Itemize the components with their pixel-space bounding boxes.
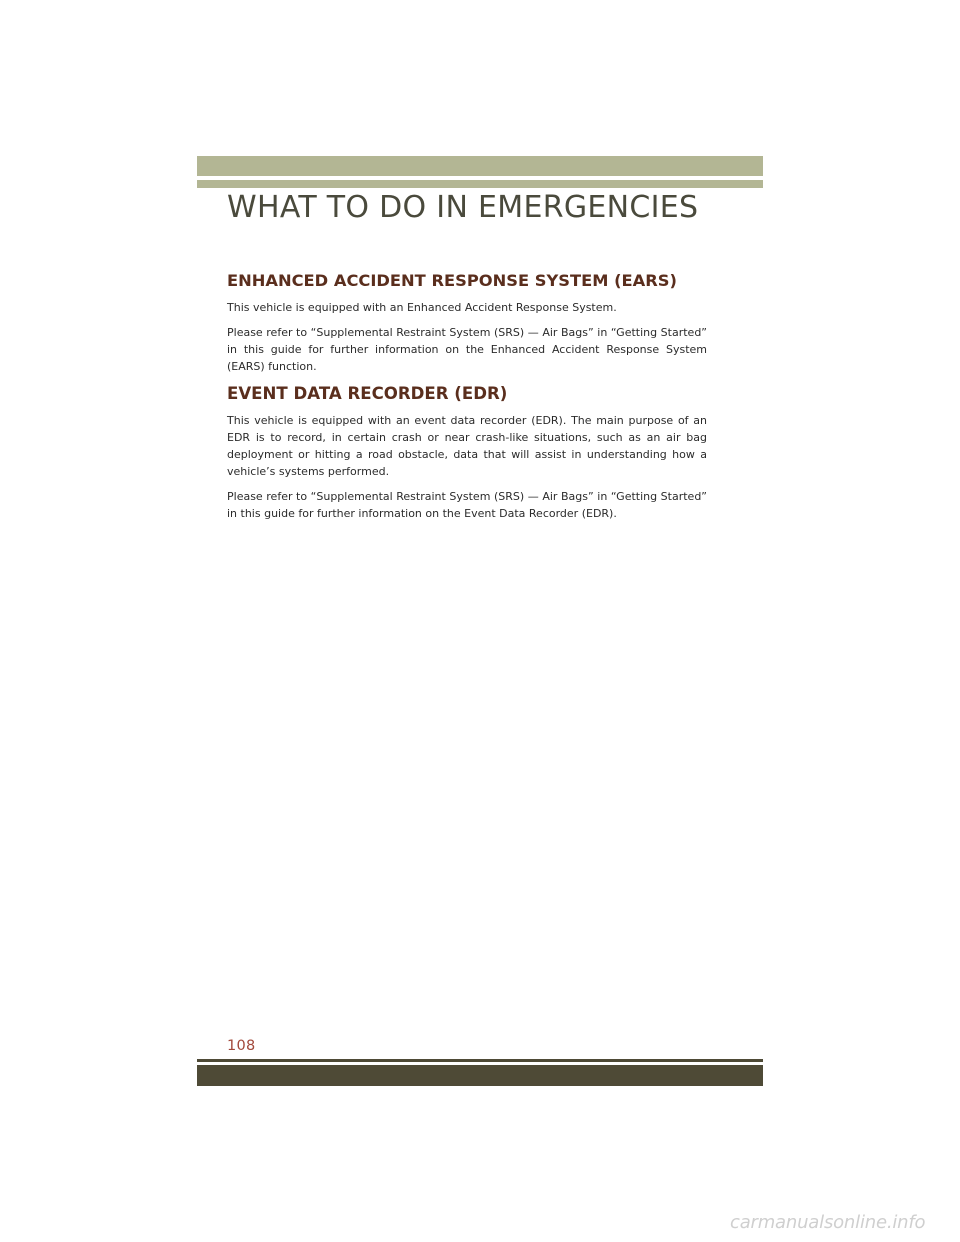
header-band <box>197 156 763 176</box>
section-ears <box>227 266 707 375</box>
header-band-thin <box>197 180 763 188</box>
page-number: 108 <box>227 1038 256 1054</box>
section-heading: EVENT DATA RECORDER (EDR) <box>227 384 508 403</box>
paragraph: Please refer to “Supplemental Restraint System (SRS) — Air Bags” in “Getting Started” in this guide for further information on the Event Data Recorder (EDR). <box>227 490 707 520</box>
paragraph: Please refer to “Supplemental Restraint System (SRS) — Air Bags” in “Getting Started” in this guide for further information on the Enhanced Accident Response System (EARS) function. <box>227 326 707 373</box>
footer-band <box>197 1065 763 1086</box>
watermark: carmanualsonline.info <box>730 1212 926 1233</box>
chapter-title: WHAT TO DO IN EMERGENCIES <box>227 190 699 225</box>
footer-rule <box>197 1059 763 1062</box>
paragraph: This vehicle is equipped with an event data recorder (EDR). The main purpose of an EDR is to record, in certain crash or near crash-like situations, such as an air bag deployment or hitting a road obstacle, data that will assist in understanding how a vehicle’s systems performed. <box>227 414 707 478</box>
page-content <box>227 266 707 522</box>
section-heading: ENHANCED ACCIDENT RESPONSE SYSTEM (EARS) <box>227 271 677 290</box>
section-edr <box>227 379 707 522</box>
paragraph: This vehicle is equipped with an Enhanced Accident Response System. <box>227 301 617 314</box>
